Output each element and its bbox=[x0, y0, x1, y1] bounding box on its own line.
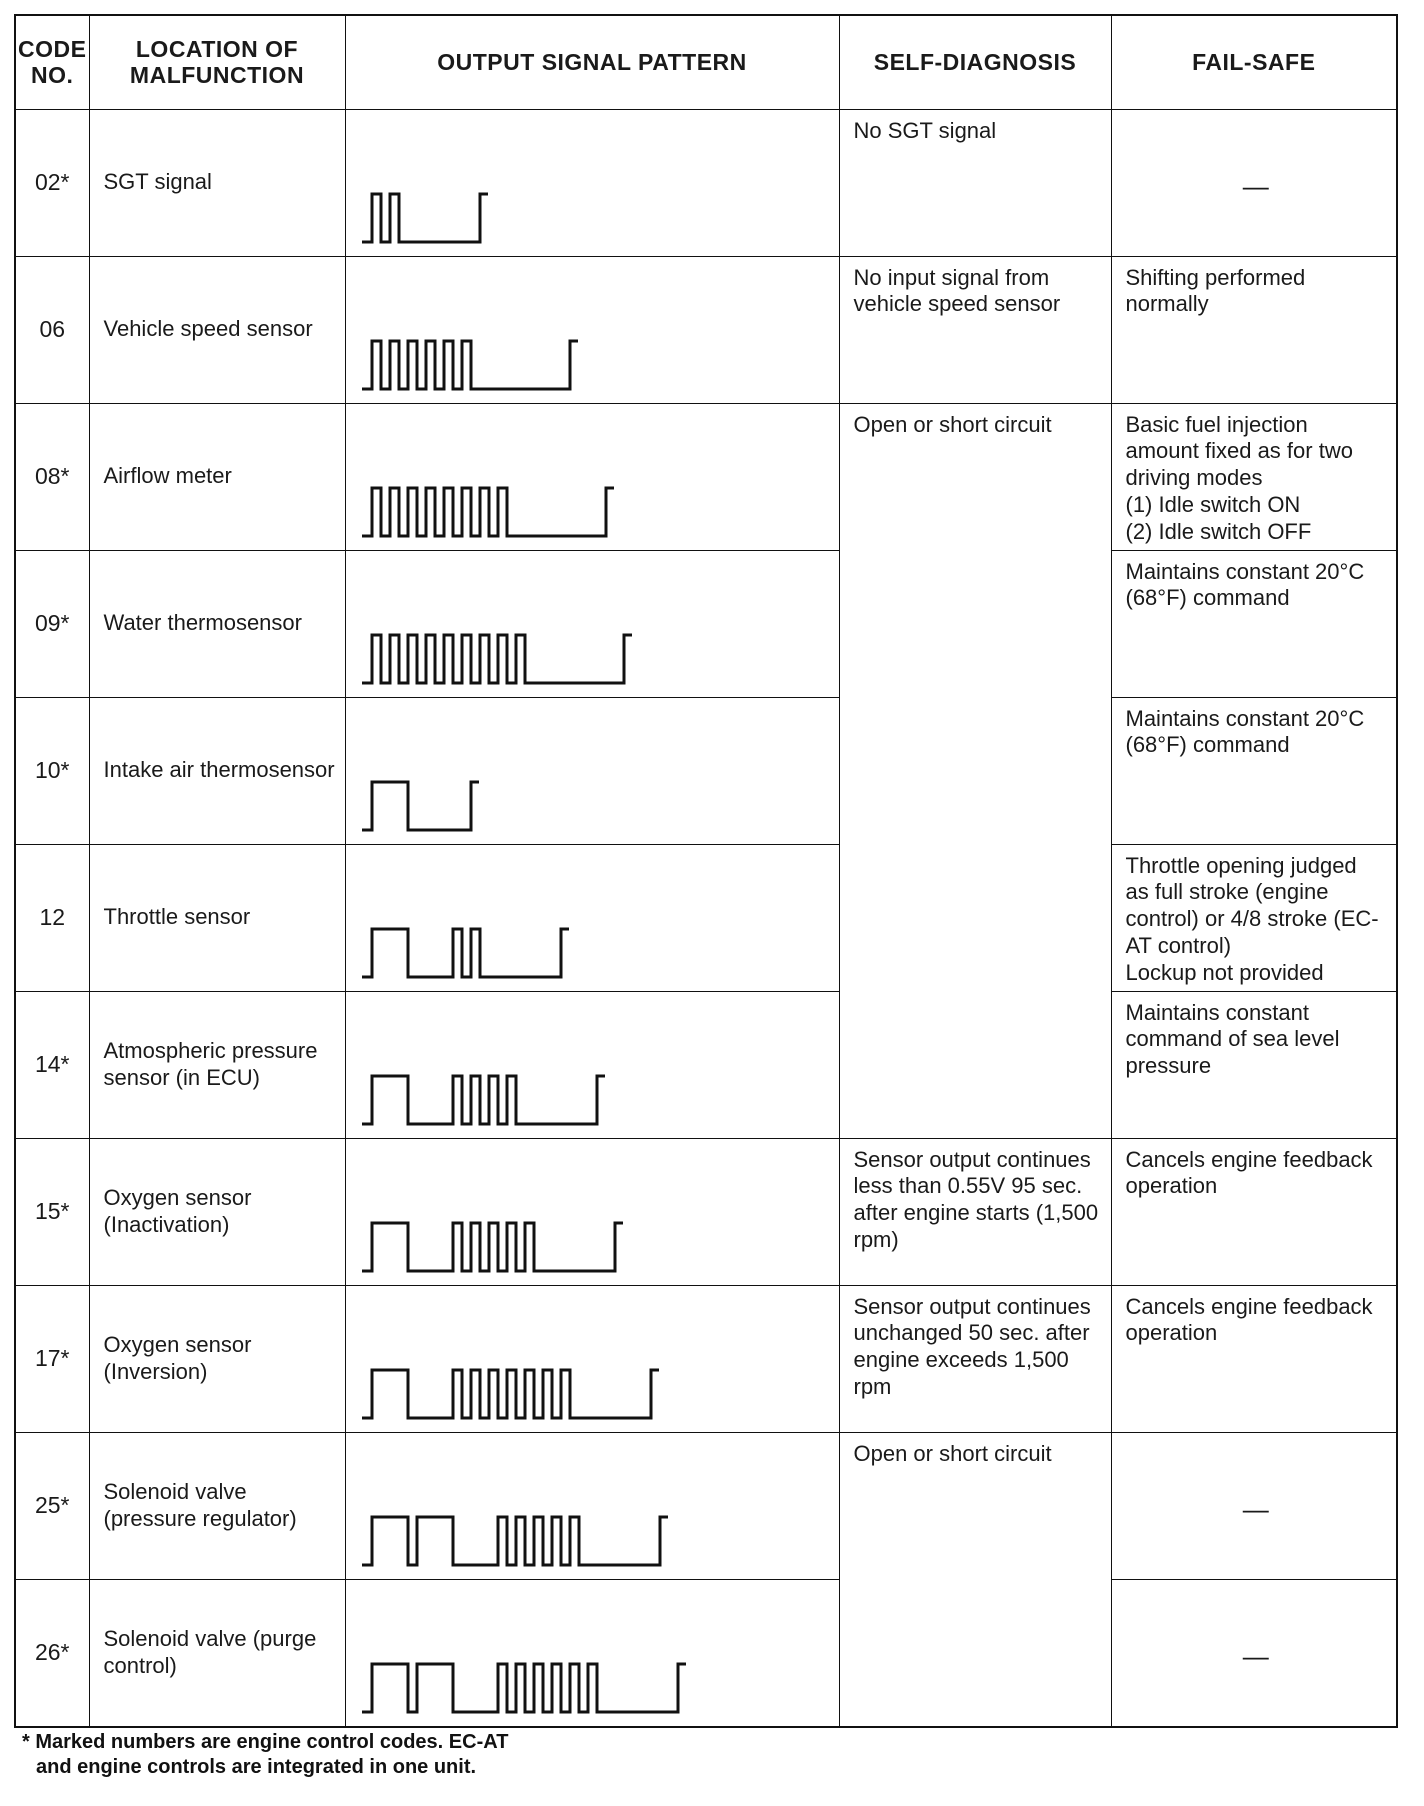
code-cell: 26* bbox=[15, 1579, 89, 1727]
fail-safe-cell bbox=[1111, 403, 1397, 550]
fail-safe-cell: — bbox=[1111, 1432, 1397, 1579]
signal-pattern-cell bbox=[345, 1432, 839, 1579]
header-fail-safe: FAIL-SAFE bbox=[1111, 15, 1397, 109]
location-cell: Water thermosensor bbox=[89, 550, 345, 697]
table-row bbox=[15, 1432, 1397, 1579]
footnote bbox=[22, 1730, 742, 1780]
table-row bbox=[15, 1579, 1397, 1727]
self-diagnosis-cell: No SGT signal bbox=[839, 109, 1111, 256]
table-row bbox=[15, 1285, 1397, 1432]
code-cell: 06 bbox=[15, 256, 89, 403]
location-cell: Airflow meter bbox=[89, 403, 345, 550]
fail-safe-cell: Shifting performed normally bbox=[1111, 256, 1397, 403]
table-row bbox=[15, 844, 1397, 991]
signal-pattern-cell bbox=[345, 697, 839, 844]
signal-pulse-train bbox=[362, 1664, 686, 1712]
signal-pulse-train bbox=[362, 341, 578, 389]
location-cell: SGT signal bbox=[89, 109, 345, 256]
signal-pattern-cell bbox=[345, 844, 839, 991]
code-cell: 08* bbox=[15, 403, 89, 550]
location-cell: Solenoid valve (purge control) bbox=[89, 1579, 345, 1727]
code-cell: 14* bbox=[15, 991, 89, 1138]
self-diagnosis-cell: Sensor output continues unchanged 50 sec. after engine exceeds 1,500 rpm bbox=[839, 1285, 1111, 1432]
code-cell: 10* bbox=[15, 697, 89, 844]
fail-safe-cell: Maintains constant 20°C (68°F) command bbox=[1111, 550, 1397, 697]
header-row bbox=[15, 15, 1397, 109]
fail-safe-cell bbox=[1111, 844, 1397, 991]
table-row bbox=[15, 403, 1397, 550]
code-cell: 15* bbox=[15, 1138, 89, 1285]
footnote-line: and engine controls are integrated in one unit. bbox=[36, 1756, 477, 1778]
signal-pattern-cell bbox=[345, 109, 839, 256]
header-self-diagnosis: SELF-DIAGNOSIS bbox=[839, 15, 1111, 109]
code-cell: 02* bbox=[15, 109, 89, 256]
self-diagnosis-cell: Open or short circuit bbox=[839, 403, 1111, 1138]
self-diagnosis-cell: Open or short circuit bbox=[839, 1432, 1111, 1727]
location-cell: Throttle sensor bbox=[89, 844, 345, 991]
table-row bbox=[15, 1138, 1397, 1285]
signal-waveform bbox=[346, 1139, 836, 1285]
signal-pattern-cell bbox=[345, 550, 839, 697]
signal-pulse-train bbox=[362, 1517, 668, 1565]
fail-safe-cell: Maintains constant command of sea level pressure bbox=[1111, 991, 1397, 1138]
header-code: CODE NO. bbox=[15, 15, 89, 109]
signal-pattern-cell bbox=[345, 1138, 839, 1285]
header-location: LOCATION OF MALFUNCTION bbox=[89, 15, 345, 109]
self-diagnosis-cell: Sensor output continues less than 0.55V 95 sec. after engine starts (1,500 rpm) bbox=[839, 1138, 1111, 1285]
fail-safe-cell: Cancels engine feedback operation bbox=[1111, 1138, 1397, 1285]
footnote-line: * Marked numbers are engine control codes. EC-AT bbox=[22, 1731, 509, 1753]
table-row bbox=[15, 697, 1397, 844]
signal-pulse-train bbox=[362, 635, 632, 683]
signal-pulse-train bbox=[362, 1076, 605, 1124]
location-cell: Vehicle speed sensor bbox=[89, 256, 345, 403]
signal-pulse-train bbox=[362, 1370, 659, 1418]
signal-waveform bbox=[346, 1433, 836, 1579]
signal-pattern-cell bbox=[345, 991, 839, 1138]
signal-pulse-train bbox=[362, 1223, 623, 1271]
signal-pattern-cell bbox=[345, 1285, 839, 1432]
signal-waveform bbox=[346, 551, 836, 697]
header-pattern: OUTPUT SIGNAL PATTERN bbox=[345, 15, 839, 109]
fail-safe-text: Basic fuel injection amount fixed as for two driving modes (1) Idle switch ON (2) Idle switch OFF bbox=[1125, 411, 1353, 544]
table-row bbox=[15, 256, 1397, 403]
fail-safe-text: Throttle opening judged as full stroke (engine control) or 4/8 stroke (EC-AT control) Lockup not provided bbox=[1125, 852, 1379, 985]
fail-safe-cell: Maintains constant 20°C (68°F) command bbox=[1111, 697, 1397, 844]
signal-pattern-cell bbox=[345, 1579, 839, 1727]
signal-waveform bbox=[346, 992, 836, 1138]
signal-waveform bbox=[346, 1580, 836, 1726]
code-cell: 12 bbox=[15, 844, 89, 991]
signal-waveform bbox=[346, 1286, 836, 1432]
fail-safe-cell: — bbox=[1111, 109, 1397, 256]
signal-waveform bbox=[346, 404, 836, 550]
signal-pulse-train bbox=[362, 929, 569, 977]
code-cell: 17* bbox=[15, 1285, 89, 1432]
table-row bbox=[15, 550, 1397, 697]
signal-waveform bbox=[346, 257, 836, 403]
signal-pulse-train bbox=[362, 782, 479, 830]
self-diagnosis-cell: No input signal from vehicle speed sensor bbox=[839, 256, 1111, 403]
code-cell: 25* bbox=[15, 1432, 89, 1579]
signal-waveform bbox=[346, 110, 836, 256]
location-cell: Oxygen sensor (Inversion) bbox=[89, 1285, 345, 1432]
location-cell: Intake air thermosensor bbox=[89, 697, 345, 844]
diagnosis-table bbox=[14, 14, 1398, 1728]
fail-safe-cell: Cancels engine feedback operation bbox=[1111, 1285, 1397, 1432]
table-row bbox=[15, 109, 1397, 256]
signal-pulse-train bbox=[362, 194, 488, 242]
signal-waveform bbox=[346, 845, 836, 991]
signal-pulse-train bbox=[362, 488, 614, 536]
code-cell: 09* bbox=[15, 550, 89, 697]
location-cell: Oxygen sensor (Inactivation) bbox=[89, 1138, 345, 1285]
signal-pattern-cell bbox=[345, 256, 839, 403]
location-cell: Atmospheric pressure sensor (in ECU) bbox=[89, 991, 345, 1138]
signal-waveform bbox=[346, 698, 836, 844]
signal-pattern-cell bbox=[345, 403, 839, 550]
fail-safe-cell: — bbox=[1111, 1579, 1397, 1727]
location-cell: Solenoid valve (pressure regulator) bbox=[89, 1432, 345, 1579]
table-row bbox=[15, 991, 1397, 1138]
